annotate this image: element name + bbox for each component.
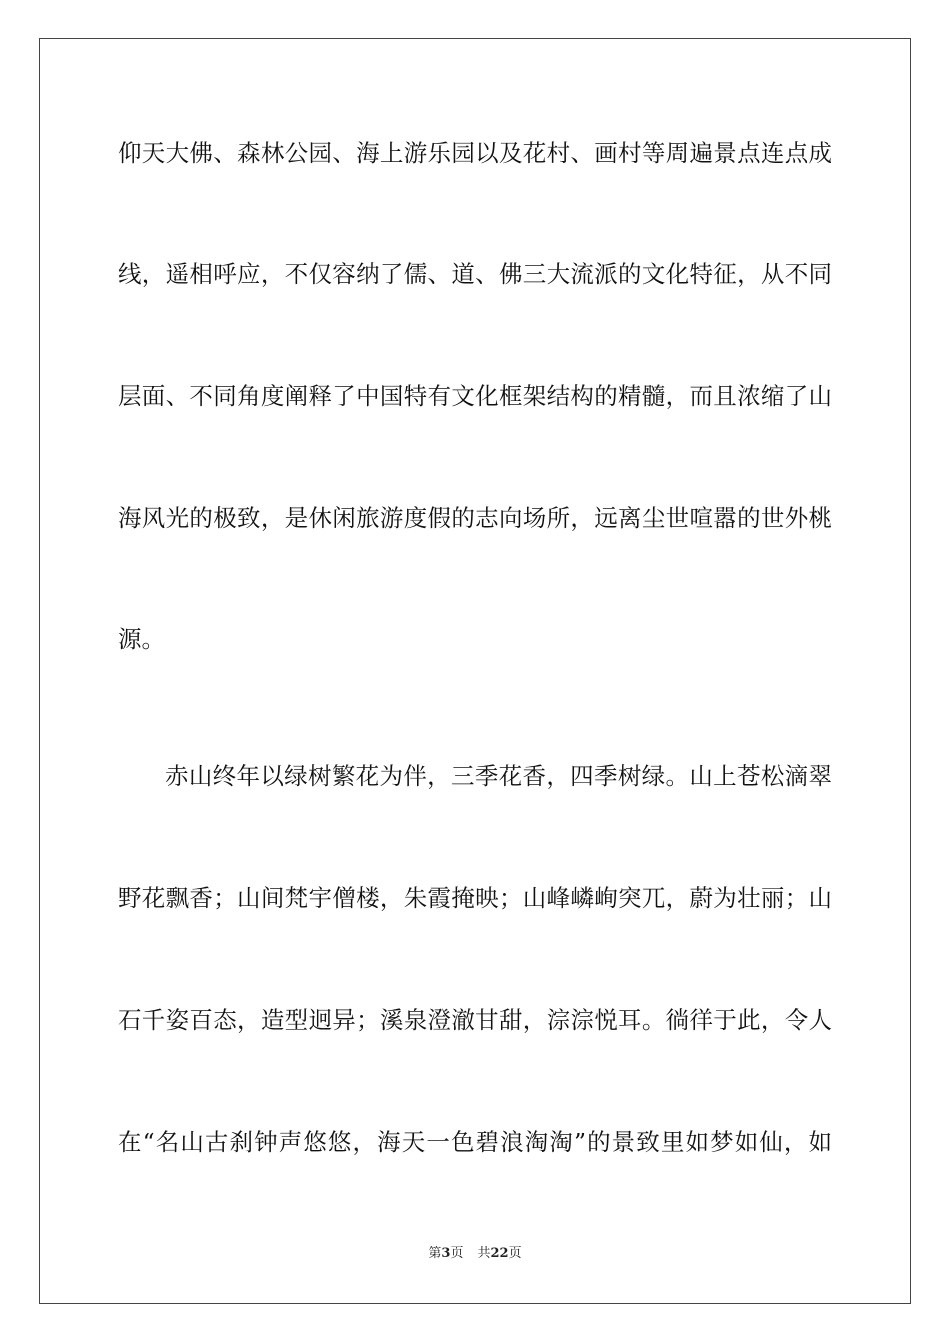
current-page-number: 3 bbox=[441, 1246, 451, 1261]
text-line-4: 海风光的极致，是休闲旅游度假的志向场所，远离尘世喧嚣的世外桃 bbox=[118, 504, 832, 532]
paragraph-2-line-1: 赤山终年以绿树繁花为伴，三季花香，四季树绿。山上苍松滴翠 bbox=[165, 762, 832, 790]
paragraph-2-line-3: 石千姿百态，造型迥异；溪泉澄澈甘甜，淙淙悦耳。徜徉于此，令人 bbox=[118, 1006, 832, 1034]
footer-page-suffix: 页 bbox=[450, 1246, 464, 1261]
page-footer bbox=[0, 1245, 950, 1263]
paragraph-2-line-2: 野花飘香；山间梵宇僧楼，朱霞掩映；山峰嶙峋突兀，蔚为壮丽；山 bbox=[118, 884, 832, 912]
total-pages-number: 22 bbox=[490, 1246, 509, 1261]
text-line-5: 源。 bbox=[118, 625, 165, 653]
footer-total-prefix: 共 bbox=[477, 1246, 491, 1261]
page-border bbox=[39, 38, 911, 1304]
paragraph-2-line-4: 在“名山古刹钟声悠悠，海天一色碧浪淘淘”的景致里如梦如仙，如 bbox=[118, 1128, 832, 1156]
footer-prefix: 第 bbox=[428, 1246, 442, 1261]
text-line-1: 仰天大佛、森林公园、海上游乐园以及花村、画村等周遍景点连点成 bbox=[118, 139, 832, 167]
text-line-2: 线，遥相呼应，不仅容纳了儒、道、佛三大流派的文化特征，从不同 bbox=[118, 260, 832, 288]
footer-total-suffix: 页 bbox=[508, 1246, 522, 1261]
text-line-3: 层面、不同角度阐释了中国特有文化框架结构的精髓，而且浓缩了山 bbox=[118, 382, 832, 410]
